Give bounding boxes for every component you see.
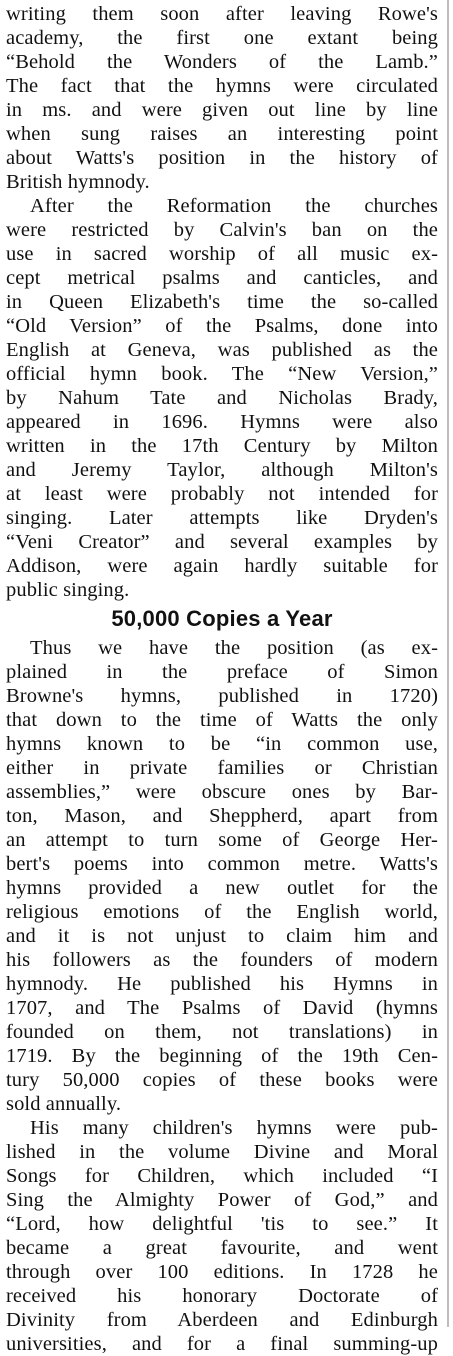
- text-line: singing. Later attempts like Dryden's: [6, 507, 438, 529]
- section-heading: 50,000 Copies a Year: [111, 606, 333, 631]
- text-line: when sung raises an interesting point: [6, 123, 438, 145]
- text-line: religious emotions of the English world,: [6, 901, 438, 923]
- text-line: written in the 17th Century by Milton: [6, 435, 438, 457]
- text-line: 1707, and The Psalms of David (hymns: [6, 997, 438, 1019]
- text-line: at least were probably not intended for: [6, 483, 438, 505]
- text-line: assemblies,” were obscure ones by Bar-: [6, 781, 438, 803]
- text-line: After the Reformation the churches: [30, 195, 438, 217]
- text-line: tury 50,000 copies of these books were: [6, 1069, 438, 1091]
- text-line: official hymn book. The “New Version,”: [6, 363, 438, 385]
- text-line: lished in the volume Divine and Moral: [6, 1141, 438, 1163]
- text-line: became a great favourite, and went: [6, 1237, 438, 1259]
- text-line: his followers as the founders of modern: [6, 949, 438, 971]
- article-column: [6, 2, 438, 1356]
- text-line: “Behold the Wonders of the Lamb.”: [6, 51, 438, 73]
- text-line: about Watts's position in the history of: [6, 147, 438, 169]
- text-line: through over 100 editions. In 1728 he: [6, 1261, 438, 1283]
- text-line: either in private families or Christian: [6, 757, 438, 779]
- paragraph: [6, 194, 438, 602]
- text-line: “Lord, how delightful 'tis to see.” It: [6, 1213, 438, 1235]
- text-line: English at Geneva, was published as the: [6, 339, 438, 361]
- text-line: The fact that the hymns were circulated: [6, 75, 438, 97]
- text-line: and Jeremy Taylor, although Milton's: [6, 459, 438, 481]
- text-line: bert's poems into common metre. Watts's: [6, 853, 438, 875]
- text-line: in Queen Elizabeth's time the so-called: [6, 291, 438, 313]
- text-line: “Veni Creator” and several examples by: [6, 531, 438, 553]
- text-line: 1719. By the beginning of the 19th Cen-: [6, 1045, 438, 1067]
- paragraph: [6, 636, 438, 1116]
- text-line: public singing.: [6, 579, 130, 601]
- text-line: academy, the first one extant being: [6, 27, 438, 49]
- text-line: received his honorary Doctorate of: [6, 1285, 438, 1307]
- text-line: appeared in 1696. Hymns were also: [6, 411, 438, 433]
- paragraph: [6, 2, 438, 194]
- text-line: in ms. and were given out line by line: [6, 99, 438, 121]
- text-line: that down to the time of Watts the only: [6, 709, 438, 731]
- text-line: British hymnody.: [6, 171, 150, 193]
- text-line: use in sacred worship of all music ex-: [6, 243, 438, 265]
- text-line: sold annually.: [6, 1093, 122, 1115]
- text-line: His many children's hymns were pub-: [30, 1117, 438, 1139]
- text-line: by Nahum Tate and Nicholas Brady,: [6, 387, 438, 409]
- text-line: universities, and for a final summing-up: [6, 1333, 438, 1355]
- text-line: writing them soon after leaving Rowe's: [6, 3, 438, 25]
- text-line: hymns known to be “in common use,: [6, 733, 438, 755]
- text-line: “Old Version” of the Psalms, done into: [6, 315, 438, 337]
- text-line: Sing the Almighty Power of God,” and: [6, 1189, 438, 1211]
- text-line: cept metrical psalms and canticles, and: [6, 267, 438, 289]
- paragraph: [6, 1116, 438, 1356]
- column-rule: [447, 0, 449, 1327]
- text-line: Divinity from Aberdeen and Edinburgh: [6, 1309, 438, 1331]
- text-line: founded on them, not translations) in: [6, 1021, 438, 1043]
- text-line: and it is not unjust to claim him and: [6, 925, 438, 947]
- text-line: hymns provided a new outlet for the: [6, 877, 438, 899]
- text-line: Addison, were again hardly suitable for: [6, 555, 438, 577]
- text-line: ton, Mason, and Sheppherd, apart from: [6, 805, 438, 827]
- text-line: Browne's hymns, published in 1720): [6, 685, 438, 707]
- text-line: Songs for Children, which included “I: [6, 1165, 438, 1187]
- text-line: an attempt to turn some of George Her-: [6, 829, 438, 851]
- text-line: hymnody. He published his Hymns in: [6, 973, 438, 995]
- text-line: plained in the preface of Simon: [6, 661, 438, 683]
- text-line: were restricted by Calvin's ban on the: [6, 219, 438, 241]
- text-line: Thus we have the position (as ex-: [30, 637, 438, 659]
